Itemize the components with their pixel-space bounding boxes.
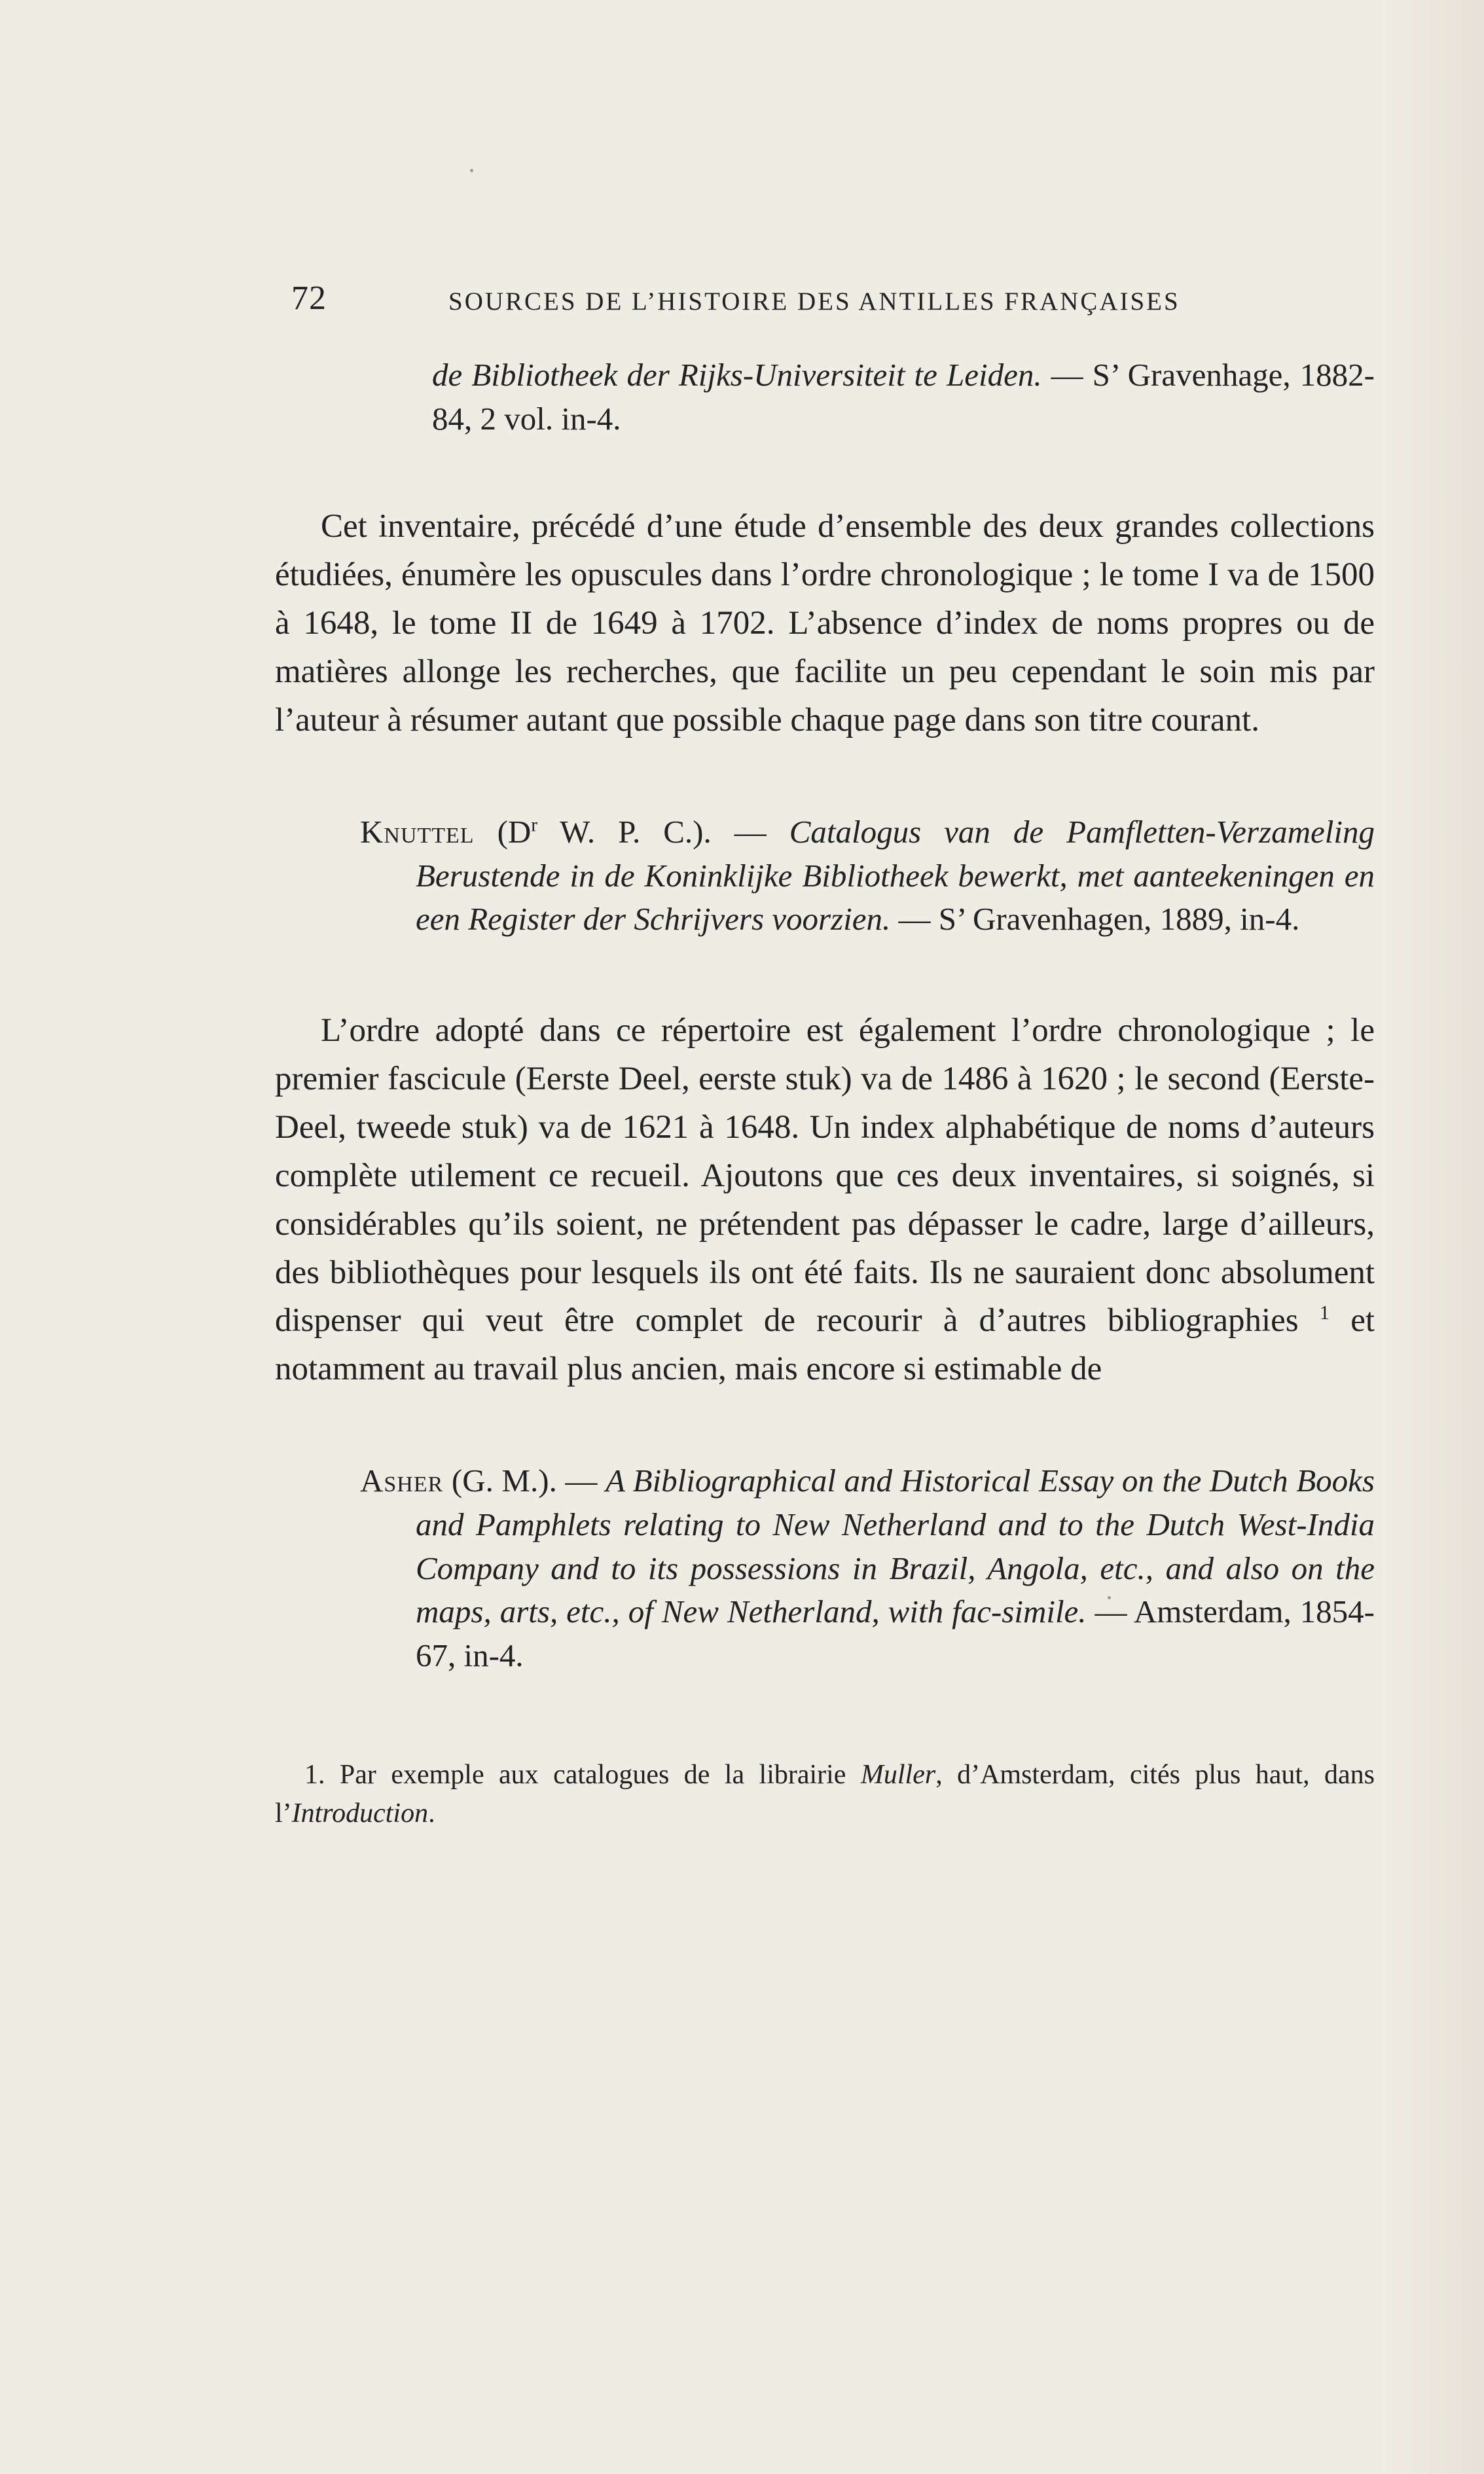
entry-title: de Bibliotheek der Rijks-Universiteit te Leiden. [432, 357, 1042, 393]
entry-title: Catalogus van de Pamfletten-Verzameling Berustende in de Koninklijke Bibliotheek bewerkt, met aanteekeningen en een Register der Schrijvers voorzien. [416, 813, 1375, 937]
entry-publication: — Amsterdam, 1854-67, in-4. [416, 1593, 1375, 1673]
page-content [275, 282, 1375, 1833]
footnote-italic: Introduction [291, 1798, 429, 1829]
footnote-text: . [428, 1798, 435, 1829]
paragraph-text: L’ordre adopté dans ce répertoire est également l’ordre chronologique ; le premier fascicule (Eerste Deel, eerste stuk) va de 1486 à 1620 ; le second (Eerste-Deel, tweede stuk) va de 1621 à 1648. Un index alphabétique de noms d’auteurs complète utilement ce recueil. Ajoutons que ces deux inventaires, si soignés, si considérables qu’ils soient, ne prétendent pas dépasser le cadre, large d’ailleurs, des bibliothèques pour lesquels ils ont été faits. Ils ne sauraient donc absolument dispenser qui veut être complet de recourir à d’autres bibliographies [275, 1011, 1375, 1339]
paragraph: Cet inventaire, précédé d’une étude d’ensemble des deux grandes collections étudiées, énumère les opuscules dans l’ordre chronologique ; le tome I va de 1500 à 1648, le tome II de 1649 à 1702. L’absence d’index de noms propres ou de matières allonge les recherches, que facilite un peu cependant le soin mis par l’auteur à résumer autant que possible chaque page dans son titre courant. [275, 508, 1375, 738]
entry-publication: — S’ Gravenhagen, 1889, in-4. [890, 901, 1300, 937]
entry-title: A Bibliographical and Historical Essay on the Dutch Books and Pamphlets relating to New Netherland and to the Dutch West-India Company and to its possessions in Brazil, Angola, etc., and also on the maps, arts, etc., of New Netherland, with fac-simile. [416, 1463, 1375, 1630]
entry-author-sup: r [531, 814, 538, 836]
running-title: SOURCES DE L’HISTOIRE DES ANTILLES FRANÇAISES [448, 287, 1180, 316]
footnote [275, 1756, 1375, 1833]
paragraph [275, 1007, 1375, 1394]
page-number: 72 [291, 280, 327, 317]
entry-author: Knuttel [360, 813, 475, 850]
entry-author-initials: W. P. C.). — [537, 813, 789, 850]
paragraph-text-end: et notamment au travail plus ancien, mais encore si estimable de [275, 1302, 1375, 1388]
footnote-text: Par exemple aux catalogues de la librairie [325, 1760, 861, 1791]
page-header [275, 282, 1375, 340]
footnote-text: , d’Amsterdam, cités plus haut, dans l’ [275, 1760, 1375, 1829]
bibliography-entry-knuttel [275, 810, 1375, 941]
paper-speck [470, 169, 473, 172]
entry-publication: — S’ Gravenhage, 1882-84, 2 vol. in-4. [432, 357, 1375, 437]
bibliography-entry-asher [275, 1459, 1375, 1677]
entry-author-open: (D [474, 813, 532, 850]
bibliography-entry-continuation [432, 354, 1375, 441]
footnote-italic: Muller [860, 1760, 936, 1791]
entry-author-initials: (G. M.). — [443, 1463, 606, 1499]
entry-author: Asher [360, 1463, 444, 1499]
footnote-reference: 1 [1319, 1301, 1330, 1324]
footnote-number: 1. [304, 1760, 325, 1791]
